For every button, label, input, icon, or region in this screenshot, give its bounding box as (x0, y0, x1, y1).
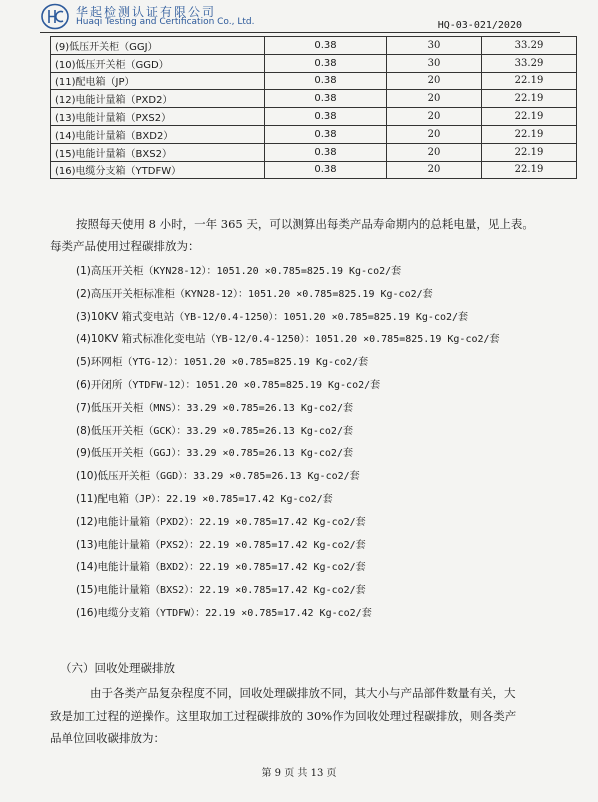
header-divider (40, 32, 560, 33)
table-row (51, 125, 577, 143)
calc-label: (2)高压开关柜标准柜 (76, 287, 175, 300)
calc-formula: （GGJ）：33.29 ×0.785=26.13 Kg-co2/套 (143, 448, 353, 460)
carbon-calc-line (76, 558, 366, 574)
table-cell: (10)低压开关柜（GGD） (51, 54, 265, 72)
section-heading: （六）回收处理碳排放 (60, 661, 175, 675)
carbon-calc-line (76, 262, 401, 278)
table-cell: (15)电能计量箱（BXS2） (51, 143, 265, 161)
table-cell: 22.19 (482, 161, 577, 179)
calc-label: (15)电能计量箱 (76, 584, 151, 597)
table-cell: 0.38 (265, 125, 387, 143)
calc-label: (11)配电箱 (76, 493, 130, 505)
calc-label: (3)10KV 箱式变电站 (76, 310, 175, 323)
table-cell: 20 (387, 108, 482, 126)
document-number: HQ-03-021/2020 (437, 20, 522, 31)
power-consumption-table (50, 36, 577, 179)
carbon-calc-line (76, 513, 366, 529)
table-cell: 22.19 (482, 108, 577, 126)
table-row (51, 90, 577, 108)
calc-formula: （MNS）：33.29 ×0.785=26.13 Kg-co2/套 (143, 402, 353, 414)
calc-label: (4)10KV 箱式标准化变电站 (76, 333, 206, 346)
table-cell: 0.38 (265, 72, 387, 90)
calc-label: (12)电能计量箱 (76, 515, 151, 528)
calc-formula: （JP）：22.19 ×0.785=17.42 Kg-co2/套 (129, 494, 333, 505)
table-cell: 0.38 (265, 161, 387, 179)
calc-formula: （GGD）：33.29 ×0.785=26.13 Kg-co2/套 (150, 471, 360, 483)
table-cell: 0.38 (265, 108, 387, 126)
calc-formula: （PXD2）：22.19 ×0.785=17.42 Kg-co2/套 (150, 516, 366, 528)
table-cell: 22.19 (482, 72, 577, 90)
table-row (51, 143, 577, 161)
org-name-cn: 华起检测认证有限公司 (76, 5, 217, 19)
table-row (51, 37, 577, 55)
carbon-calc-line (76, 581, 366, 597)
carbon-calc-line (76, 444, 353, 460)
org-name-en: Huaqi Testing and Certification Co., Ltd. (76, 17, 255, 27)
calc-label: (7)低压开关柜 (76, 401, 144, 414)
calc-label: (8)低压开关柜 (76, 424, 144, 437)
calc-label: (13)电能计量箱 (76, 538, 151, 551)
table-row (51, 72, 577, 90)
carbon-calc-line (76, 422, 353, 438)
carbon-calc-line (76, 604, 372, 620)
table-cell: 0.38 (265, 37, 387, 55)
table-cell: 22.19 (482, 143, 577, 161)
table-cell: 20 (387, 161, 482, 179)
table-row (51, 108, 577, 126)
carbon-calc-line (76, 467, 360, 483)
table-row (51, 161, 577, 179)
carbon-calc-line (76, 399, 353, 415)
calc-formula: （YTG-12）：1051.20 ×0.785=825.19 Kg-co2/套 (122, 357, 369, 369)
table-cell: 30 (387, 37, 482, 55)
table-cell: 0.38 (265, 90, 387, 108)
table-cell: 20 (387, 72, 482, 90)
calc-formula: （YB-12/0.4-1250）：1051.20 ×0.785=825.19 Kg-co2/套 (205, 334, 500, 346)
carbon-calc-line (76, 308, 468, 324)
calc-label: (1)高压开关柜 (76, 265, 144, 277)
table-cell: (11)配电箱（JP） (51, 72, 265, 90)
table-cell: 30 (387, 54, 482, 72)
table-cell: 0.38 (265, 143, 387, 161)
table-row (51, 54, 577, 72)
carbon-calc-line (76, 536, 366, 552)
calc-formula: （BXS2）：22.19 ×0.785=17.42 Kg-co2/套 (150, 585, 366, 597)
company-logo-icon (40, 3, 70, 30)
table-cell: 22.19 (482, 90, 577, 108)
table-cell: 20 (387, 143, 482, 161)
table-cell: (14)电能计量箱（BXD2） (51, 125, 265, 143)
calc-formula: （YB-12/0.4-1250）：1051.20 ×0.785=825.19 Kg-co2/套 (174, 311, 469, 323)
page-header (0, 0, 598, 34)
paragraph-line: 致是加工过程的逆操作。这里取加工过程碳排放的 30%作为回收处理过程碳排放，则各类产 (50, 709, 517, 723)
table-cell: 20 (387, 125, 482, 143)
table-cell: 0.38 (265, 54, 387, 72)
calc-formula: （BXD2）：22.19 ×0.785=17.42 Kg-co2/套 (150, 562, 366, 574)
table-cell: (9)低压开关柜（GGJ） (51, 37, 265, 55)
table-cell: 33.29 (482, 54, 577, 72)
table-cell: (12)电能计量箱（PXD2） (51, 90, 265, 108)
table-cell: 20 (387, 90, 482, 108)
carbon-calc-line (76, 285, 433, 301)
paragraph-line: 由于各类产品复杂程度不同，回收处理碳排放不同，其大小与产品部件数量有关，大 (90, 686, 516, 700)
calc-label: (14)电能计量箱 (76, 561, 151, 574)
table-cell: (13)电能计量箱（PXS2） (51, 108, 265, 126)
paragraph-line: 品单位回收碳排放为： (50, 731, 165, 745)
calc-label: (6)开闭所 (76, 379, 123, 391)
calc-label: (10)低压开关柜 (76, 470, 151, 483)
calc-formula: （KYN28-12）：1051.20 ×0.785=825.19 Kg-co2/套 (174, 288, 433, 300)
table-cell: 22.19 (482, 125, 577, 143)
paragraph-line: 按照每天使用 8 小时，一年 365 天，可以测算出每类产品寿命期内的总耗电量，见上表。 (76, 217, 534, 231)
calc-formula: （GCK）：33.29 ×0.785=26.13 Kg-co2/套 (143, 425, 353, 437)
carbon-calc-line (76, 353, 368, 369)
carbon-calc-line (76, 490, 333, 506)
calc-formula: （KYN28-12）：1051.20 ×0.785=825.19 Kg-co2/套 (143, 266, 402, 277)
calc-label: (5)环网柜 (76, 356, 123, 369)
table-cell: 33.29 (482, 37, 577, 55)
calc-formula: （YTDFW）：22.19 ×0.785=17.42 Kg-co2/套 (150, 608, 372, 619)
carbon-calc-line (76, 330, 500, 346)
calc-label: (16)电缆分支箱 (76, 607, 151, 619)
calc-formula: （PXS2）：22.19 ×0.785=17.42 Kg-co2/套 (150, 539, 366, 551)
carbon-calc-line (76, 376, 380, 392)
calc-formula: （YTDFW-12）：1051.20 ×0.785=825.19 Kg-co2/套 (122, 380, 381, 391)
calc-label: (9)低压开关柜 (76, 447, 144, 460)
paragraph-line: 每类产品使用过程碳排放为： (50, 239, 200, 253)
table-cell: (16)电缆分支箱（YTDFW） (51, 161, 265, 179)
page-number: 第 9 页 共 13 页 (261, 768, 337, 779)
